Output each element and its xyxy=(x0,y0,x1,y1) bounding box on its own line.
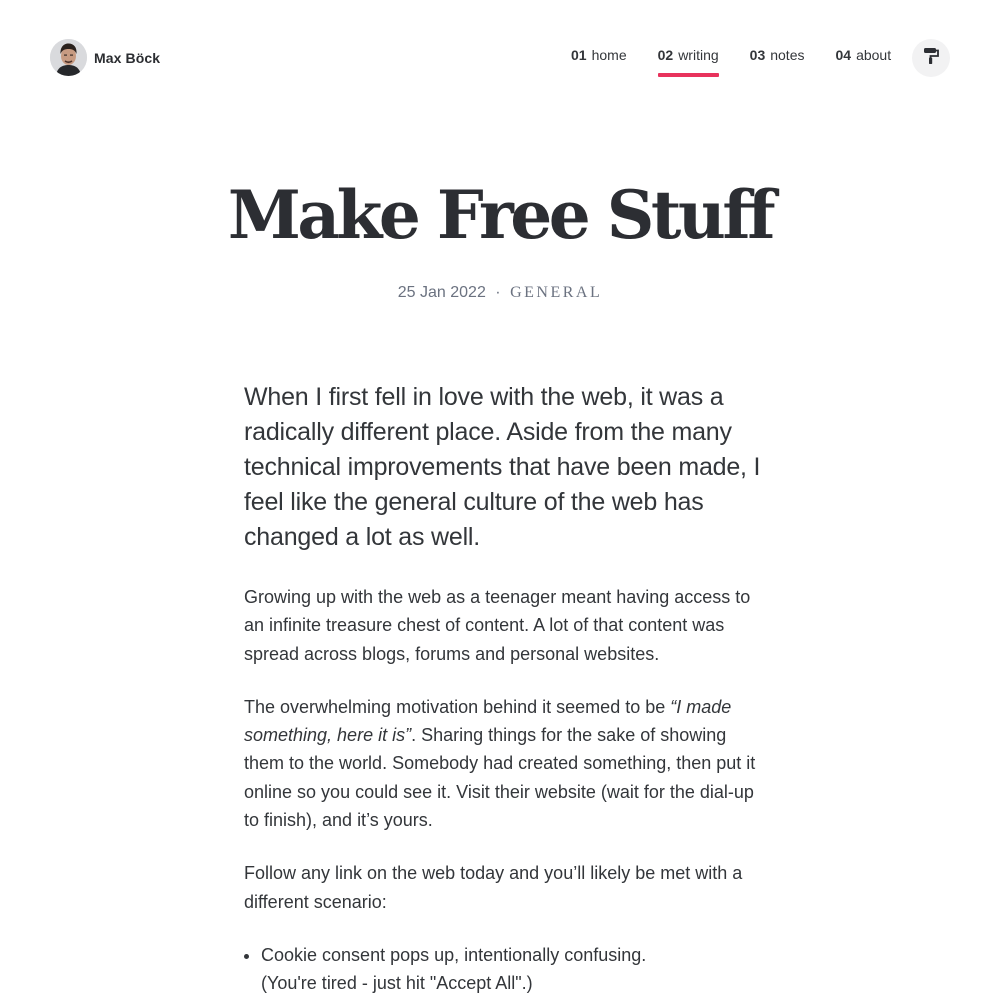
post-date: 25 Jan 2022 xyxy=(397,284,486,301)
list-item xyxy=(261,941,764,998)
nav-item-writing[interactable] xyxy=(658,47,719,77)
emphasis-quote: “I made something, here it is” xyxy=(244,696,732,746)
nav-number: 01 xyxy=(571,47,587,63)
nav-label: about xyxy=(856,47,892,63)
category-link[interactable]: GENERAL xyxy=(510,284,603,301)
paragraph: Growing up with the web as a teenager meant having access to an infinite treasure chest of content. A lot of that content was spread across blogs, forums and personal websites. xyxy=(244,587,751,664)
paint-roller-icon xyxy=(923,47,939,70)
main-nav xyxy=(571,47,922,77)
nav-label: notes xyxy=(770,47,805,63)
avatar xyxy=(50,39,87,76)
list-item-text: Cookie consent pops up, intentionally confusing. xyxy=(261,944,647,965)
nav-label: home xyxy=(591,47,627,63)
nav-number: 02 xyxy=(657,47,674,63)
nav-item-about[interactable] xyxy=(835,47,891,77)
bullet-list xyxy=(244,941,764,998)
lead-paragraph: When I first fell in love with the web, it was a radically different place. Aside from the many technical improvements that have been made, I feel like the general culture of the web has changed a lot as well. xyxy=(244,383,761,551)
paragraph xyxy=(244,693,764,834)
theme-switcher-button[interactable] xyxy=(912,39,950,77)
nav-number: 04 xyxy=(835,47,852,63)
paragraph-text: . Sharing things for the sake of showing them to the world. Somebody had created something, then put it online so you could see it. Visit their website (wait for the dial-up to finish), and it’s yours. xyxy=(244,725,756,831)
nav-item-notes[interactable] xyxy=(750,47,805,77)
nav-number: 03 xyxy=(749,47,766,63)
page-title: Make Free Stuff xyxy=(227,176,773,254)
paragraph-text: The overwhelming motivation behind it seemed to be xyxy=(244,696,671,717)
paragraph: Follow any link on the web today and you’ll likely be met with a different scenario: xyxy=(244,863,743,912)
author-name: Max Böck xyxy=(94,49,161,66)
nav-label: writing xyxy=(678,47,719,63)
list-item-text: (You're tired - just hit "Accept All".) xyxy=(261,973,533,994)
meta-separator: · xyxy=(495,284,501,301)
nav-item-home[interactable] xyxy=(571,47,627,77)
article-body xyxy=(244,380,764,998)
post-meta xyxy=(0,284,1000,302)
site-header xyxy=(0,0,1000,115)
home-link[interactable] xyxy=(50,39,160,76)
